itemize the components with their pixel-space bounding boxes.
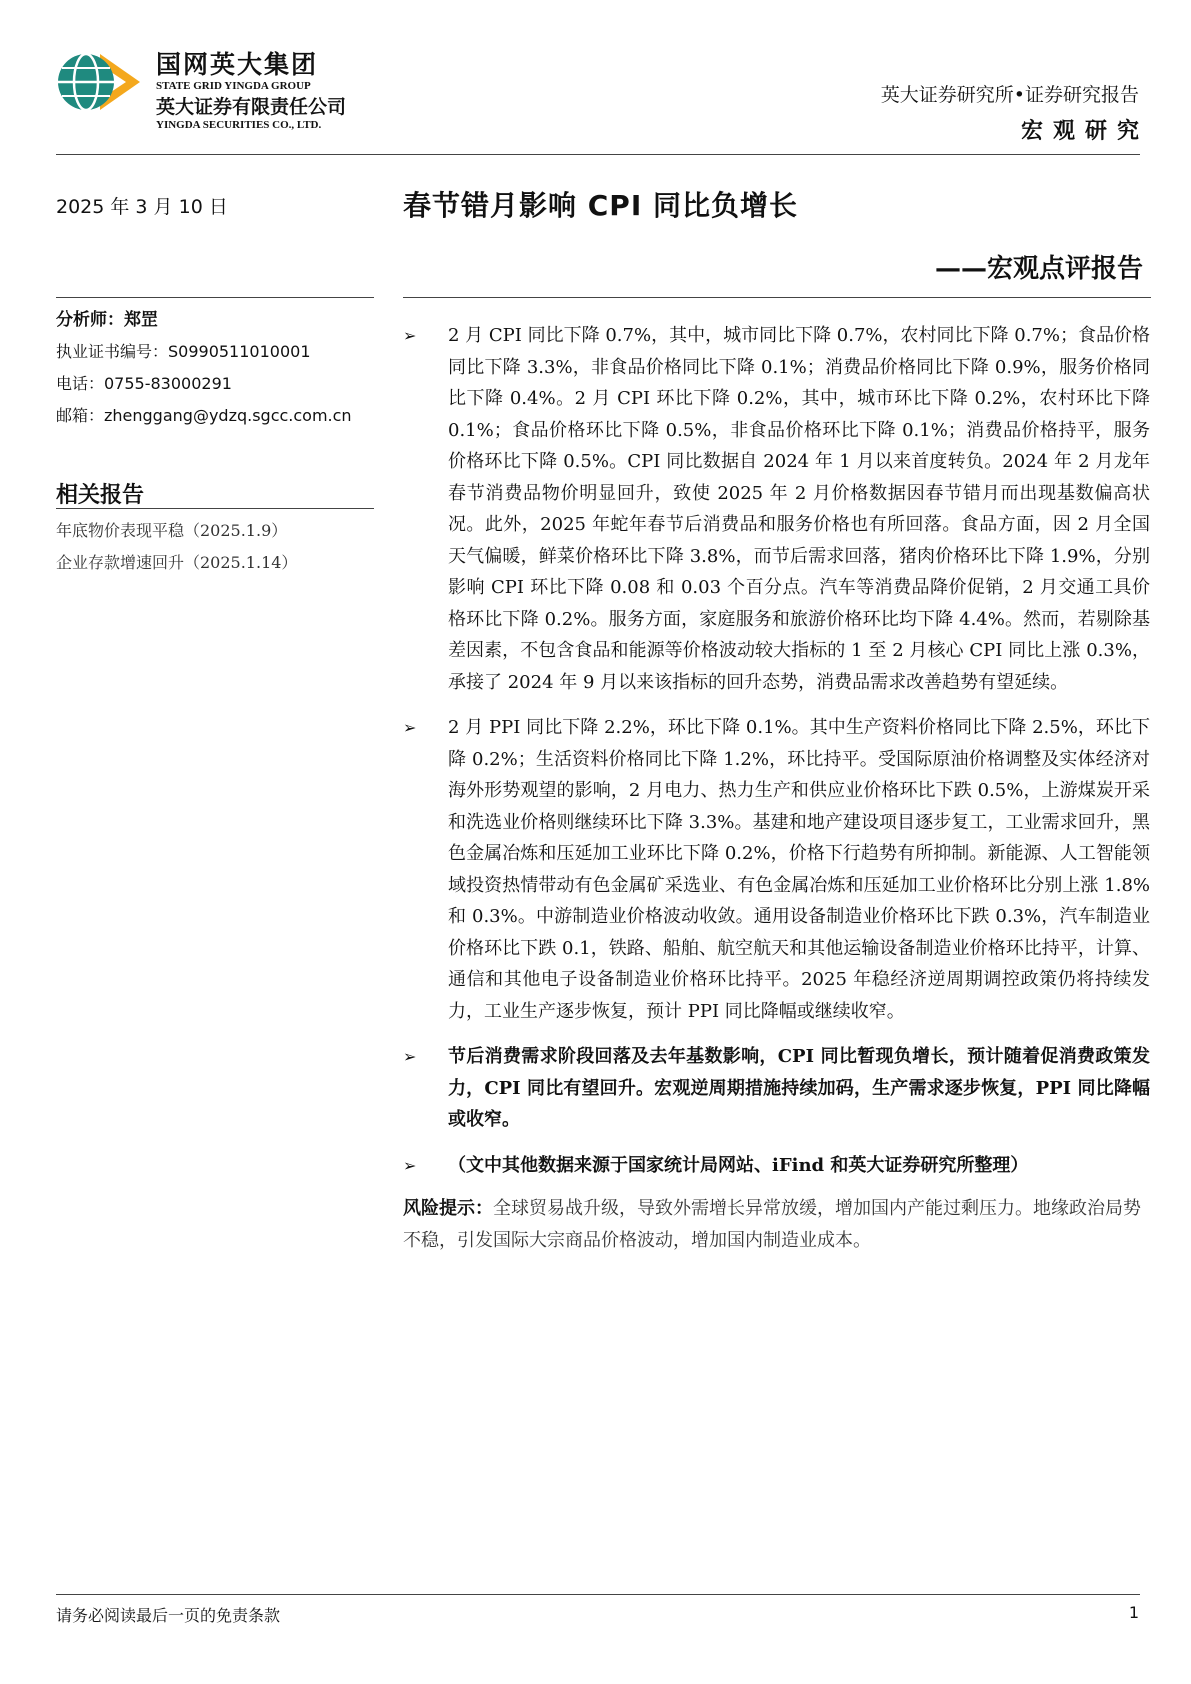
category-label: 宏观研究 [1020,119,1149,144]
logo-group-cn: 国网英大集团 [156,50,319,79]
analyst-name: 分析师：郑罡 [56,310,158,330]
report-title: 春节错月影响 CPI 同比负增长 [403,189,798,222]
report-date: 2025 年 3 月 10 日 [56,196,228,218]
report-subtitle: ——宏观点评报告 [934,254,1143,284]
related-report-item[interactable]: 企业存款增速回升（2025.1.14） [56,553,298,572]
risk-warning [403,1193,1150,1256]
analyst-license: 执业证书编号：S0990511010001 [56,342,311,361]
arrow-bullet-icon: ➢ [403,1155,417,1175]
risk-text: 全球贸易战升级，导致外需增长异常放缓，增加国内产能过剩压力。地缘政治局势不稳，引发国际大宗商品价格波动，增加国内制造业成本。 [403,1198,1141,1251]
footer-divider [56,1594,1140,1595]
analyst-email: 邮箱：zhenggang@ydzq.sgcc.com.cn [56,406,352,425]
bullet-text: （文中其他数据来源于国家统计局网站、iFind 和英大证券研究所整理） [448,1154,1029,1176]
related-divider [56,508,374,509]
bullet-text: 节后消费需求阶段回落及去年基数影响，CPI 同比暂现负增长，预计随着促消费政策发力，CPI 同比有望回升。宏观逆周期措施持续加码，生产需求逐步恢复，PPI 同比降幅或收窄。 [448,1046,1150,1130]
institute-label: 英大证券研究所•证券研究报告 [880,84,1139,106]
risk-label: 风险提示： [403,1198,493,1219]
report-body [403,320,1150,1256]
related-reports-title: 相关报告 [56,483,145,508]
logo-company-cn: 英大证券有限责任公司 [156,96,347,118]
arrow-bullet-icon: ➢ [403,326,417,345]
logo-company-en: YINGDA SECURITIES CO., LTD. [156,119,322,131]
bullet-cpi [403,320,1150,698]
logo-group-en: STATE GRID YINGDA GROUP [156,80,311,92]
footer-disclaimer: 请务必阅读最后一页的免责条款 [56,1606,281,1625]
bullet-source [403,1150,1150,1182]
bullet-outlook [403,1041,1150,1136]
arrow-bullet-icon: ➢ [403,1047,417,1066]
analyst-info [56,304,374,432]
main-divider-top [403,297,1151,298]
related-report-item[interactable]: 年底物价表现平稳（2025.1.9） [56,521,288,540]
page-number: 1 [1128,1603,1139,1622]
bullet-text: 2 月 CPI 同比下降 0.7%，其中，城市同比下降 0.7%，农村同比下降 0.7%；食品价格同比下降 3.3%，非食品价格同比下降 0.1%；消费品价格同比下降 0.9%，服务价格同比下降 0.4%。2 月 CPI 环比下降 0.2%，其中，城市环比下降 0.2%，农村环比下降 0.1%；食品价格环比下降 0.5%，非食品价格环比下降 0.1%；消费品价格持平，服务价格环比下降 0.5%。CPI 同比数据自 2024 年 1 月以来首度转负。2024 年 2 月龙年春节消费品物价明显回升，致使 2025 年 2 月价格数据因春节错月而出现基数偏高状况。此外，2025 年蛇年春节后消费品和服务价格也有所回落。食品方面，因 2 月全国天气偏暖，鲜菜价格环比下降 3.8%，而节后需求回落，猪肉价格环比下降 1.9%，分别影响 CPI 环比下降 0.08 和 0.03 个百分点。汽车等消费品降价促销，2 月交通工具价格环比下降 0.2%。服务方面，家庭服务和旅游价格环比均下降 4.4%。然而，若剔除基差因素，不包含食品和能源等价格波动较大指标的 1 至 2 月核心 CPI 同比上涨 0.3%，承接了 2024 年 9 月以来该指标的回升态势，消费品需求改善趋势有望延续。 [448,325,1150,693]
related-reports-list [56,515,374,579]
globe-arrow-logo-icon [56,50,146,114]
bullet-text: 2 月 PPI 同比下降 2.2%，环比下降 0.1%。其中生产资料价格同比下降 2.5%，环比下降 0.2%；生活资料价格同比下降 1.2%，环比持平。受国际原油价格调整及实体经济对海外形势观望的影响，2 月电力、热力生产和供应业价格环比下跌 0.5%，上游煤炭开采和洗选业价格则继续环比下降 3.3%。基建和地产建设项目逐步复工，工业需求回升，黑色金属冶炼和压延加工业环比下降 0.2%，价格下行趋势有所抑制。新能源、人工智能领域投资热情带动有色金属矿采选业、有色金属冶炼和压延加工业价格环比分别上涨 1.8%和 0.3%。中游制造业价格波动收敛。通用设备制造业价格环比下跌 0.3%，汽车制造业价格环比下跌 0.1，铁路、船舶、航空航天和其他运输设备制造业价格环比持平，计算、通信和其他电子设备制造业价格环比持平。2025 年稳经济逆周期调控政策仍将持续发力，工业生产逐步恢复，预计 PPI 同比降幅或继续收窄。 [448,717,1150,1022]
left-divider-top [56,297,374,298]
arrow-bullet-icon: ➢ [403,718,417,737]
analyst-phone: 电话：0755-83000291 [56,374,232,393]
company-logo [56,44,386,144]
bullet-ppi [403,712,1150,1027]
header-divider [56,154,1140,155]
